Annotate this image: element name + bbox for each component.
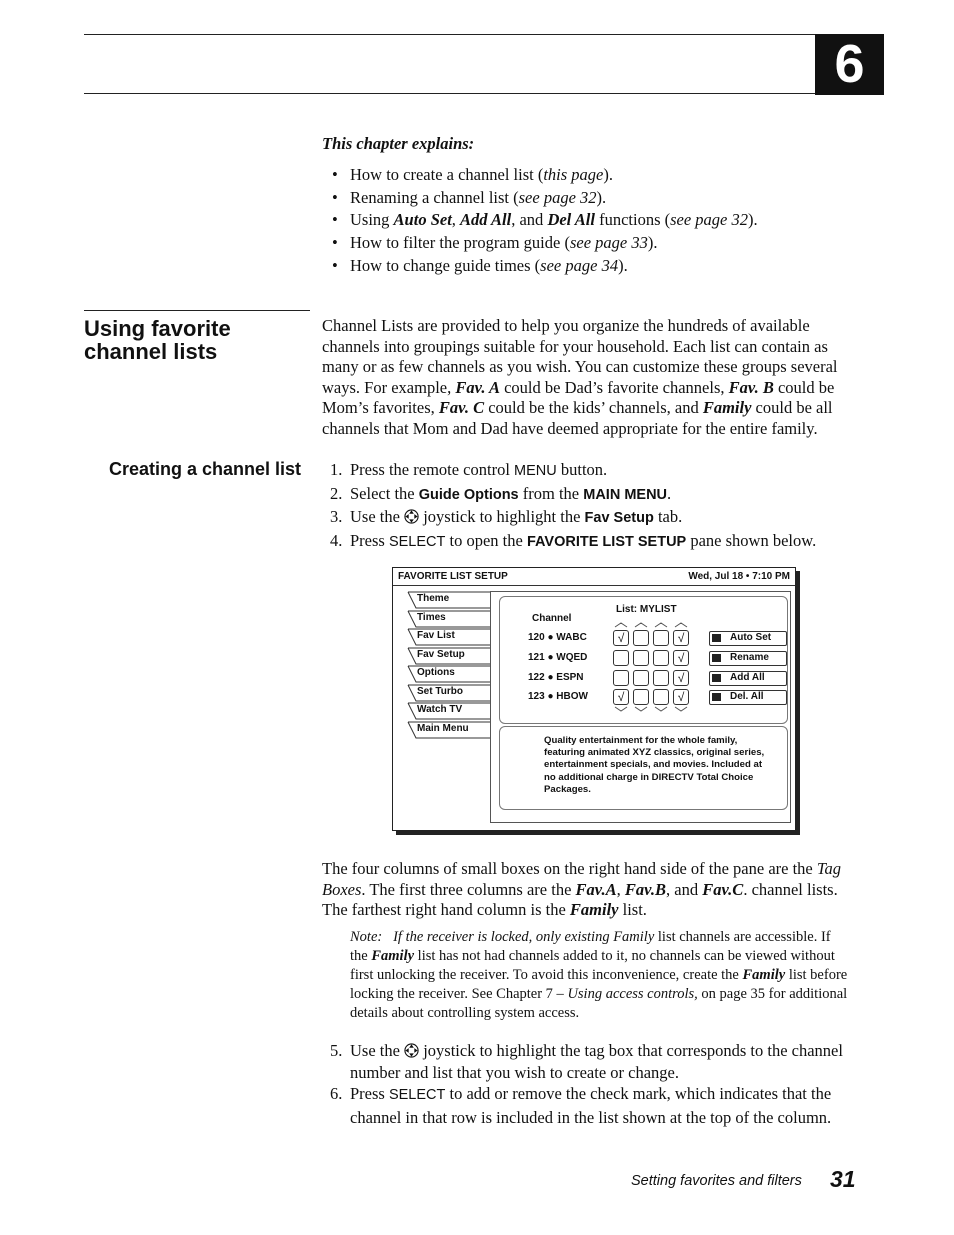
- channel-row: 120 ● WABC: [528, 632, 587, 643]
- step-item: 2. Select the Guide Options from the MAIN MENU.: [330, 483, 672, 503]
- button-icon: [712, 654, 721, 662]
- step-item: 4. Press SELECT to open the FAVORITE LIST SETUP pane shown below.: [330, 530, 817, 550]
- steps-list-continued: [330, 1040, 870, 1128]
- screen-datetime: Wed, Jul 18 • 7:10 PM: [688, 571, 790, 582]
- step-item: 3. Use the joystick to highlight the Fav Setup tab.: [330, 507, 683, 527]
- intro-bullet: • Renaming a channel list (see page 32).: [332, 187, 758, 210]
- tab-watch-tv[interactable]: Watch TV: [407, 702, 490, 719]
- tag-box[interactable]: [633, 650, 649, 666]
- step-item: 1. Press the remote control MENU button.: [330, 460, 608, 479]
- intro-bullet: • How to change guide times (see page 34).: [332, 255, 758, 278]
- scroll-down-arrows: [613, 706, 693, 712]
- tab-set-turbo[interactable]: Set Turbo: [407, 684, 490, 701]
- tag-box[interactable]: √: [673, 630, 689, 646]
- header-top-rule: [84, 34, 815, 35]
- fav-setup-pane: [490, 591, 791, 823]
- tag-box[interactable]: [633, 670, 649, 686]
- page-number: 31: [830, 1166, 856, 1192]
- tab-theme[interactable]: Theme: [407, 591, 490, 608]
- intro-bullet-list: [332, 164, 758, 278]
- channel-tag-panel: [499, 596, 788, 724]
- chapter-number: 6: [834, 34, 865, 94]
- tag-box[interactable]: √: [673, 689, 689, 705]
- favorite-list-setup-screen: [392, 567, 796, 831]
- chapter-number-box: [815, 34, 884, 95]
- tag-box[interactable]: [653, 650, 669, 666]
- channel-row: 122 ● ESPN: [528, 672, 584, 683]
- footer-section-title: Setting favorites and filters: [631, 1173, 802, 1189]
- tag-box[interactable]: [633, 630, 649, 646]
- intro-bullet: • How to filter the program guide (see page 33).: [332, 232, 758, 255]
- tab-main-menu[interactable]: Main Menu: [407, 721, 490, 738]
- tag-box[interactable]: [613, 670, 629, 686]
- channel-row: 121 ● WQED: [528, 652, 588, 663]
- intro-bullet: • Using Auto Set, Add All, and Del All functions (see page 32).: [332, 209, 758, 232]
- screen-divider: [393, 585, 795, 586]
- add-all-button[interactable]: Add All: [709, 671, 787, 686]
- tag-box[interactable]: [653, 689, 669, 705]
- screen-title: FAVORITE LIST SETUP: [398, 571, 508, 582]
- tab-fav-setup[interactable]: Fav Setup: [407, 647, 490, 664]
- intro-title: This chapter explains:: [322, 134, 475, 153]
- joystick-icon: [404, 509, 419, 524]
- button-icon: [712, 693, 721, 701]
- tag-box[interactable]: √: [613, 630, 629, 646]
- tag-box[interactable]: [633, 689, 649, 705]
- list-name-header: List: MYLIST: [616, 604, 677, 615]
- scroll-up-arrows: [613, 622, 693, 628]
- rename-button[interactable]: Rename: [709, 651, 787, 666]
- tag-box[interactable]: √: [673, 650, 689, 666]
- section-rule: [84, 310, 310, 311]
- steps-list: [330, 459, 870, 553]
- joystick-icon: [404, 1043, 419, 1058]
- tag-box[interactable]: [653, 630, 669, 646]
- del-all-button[interactable]: Del. All: [709, 690, 787, 705]
- channel-column-header: Channel: [532, 613, 572, 624]
- section-paragraph: Channel Lists are provided to help you organize the hundreds of available channels into groupings suitable for your household. Each list can contain as many or as few channels as you wish. You can customize these groups several ways. For example, Fav. A could be Dad’s favorite channels, Fav. B could be Mom’s favorites, Fav. C could be the kids’ channels, and Family could be all channels that Mom and Dad have deemed appropriate for the entire family.: [322, 316, 838, 438]
- tag-box[interactable]: √: [673, 670, 689, 686]
- tab-options[interactable]: Options: [407, 665, 490, 682]
- button-icon: [712, 674, 721, 682]
- intro-bullet: • How to create a channel list (this page).: [332, 164, 758, 187]
- step-item: 5. Use the joystick to highlight the tag box that corresponds to the channel number and list that you wish to create or change.: [330, 1041, 843, 1082]
- tag-box[interactable]: √: [613, 689, 629, 705]
- channel-description: Quality entertainment for the whole family, featuring animated XYZ classics, original series, entertainment specials, and movies. Included at no additional charge in DIRECTV Total Choice Packages.: [544, 735, 765, 795]
- step-item: 6. Press SELECT to add or remove the check mark, which indicates that the channel in that row is included in the list shown at the top of the column.: [330, 1084, 832, 1127]
- subsection-heading: Creating a channel list: [109, 459, 302, 479]
- tag-box[interactable]: [613, 650, 629, 666]
- note-block: Note: If the receiver is locked, only existing Family list channels are accessible. If the Family list has not had channels added to it, no channels can be viewed without first unlocking the receiver. To avoid this inconvenience, create the Family list before locking the receiver. See Chapter 7 – Using access controls, on page 35 for additional details about controlling system access.: [350, 929, 848, 1021]
- tag-boxes-paragraph: The four columns of small boxes on the right hand side of the pane are the Tag Boxes. The first three columns are the Fav.A, Fav.B, and Fav.C. channel lists. The farthest right hand column is the Family list.: [322, 859, 842, 919]
- button-icon: [712, 634, 721, 642]
- auto-set-button[interactable]: Auto Set: [709, 631, 787, 646]
- tab-times[interactable]: Times: [407, 610, 490, 627]
- header-bottom-rule: [84, 93, 815, 94]
- tag-box[interactable]: [653, 670, 669, 686]
- section-heading: Using favorite channel lists: [84, 316, 231, 364]
- tab-fav-list[interactable]: Fav List: [407, 628, 490, 645]
- channel-row: 123 ● HBOW: [528, 691, 588, 702]
- description-panel: [499, 726, 788, 810]
